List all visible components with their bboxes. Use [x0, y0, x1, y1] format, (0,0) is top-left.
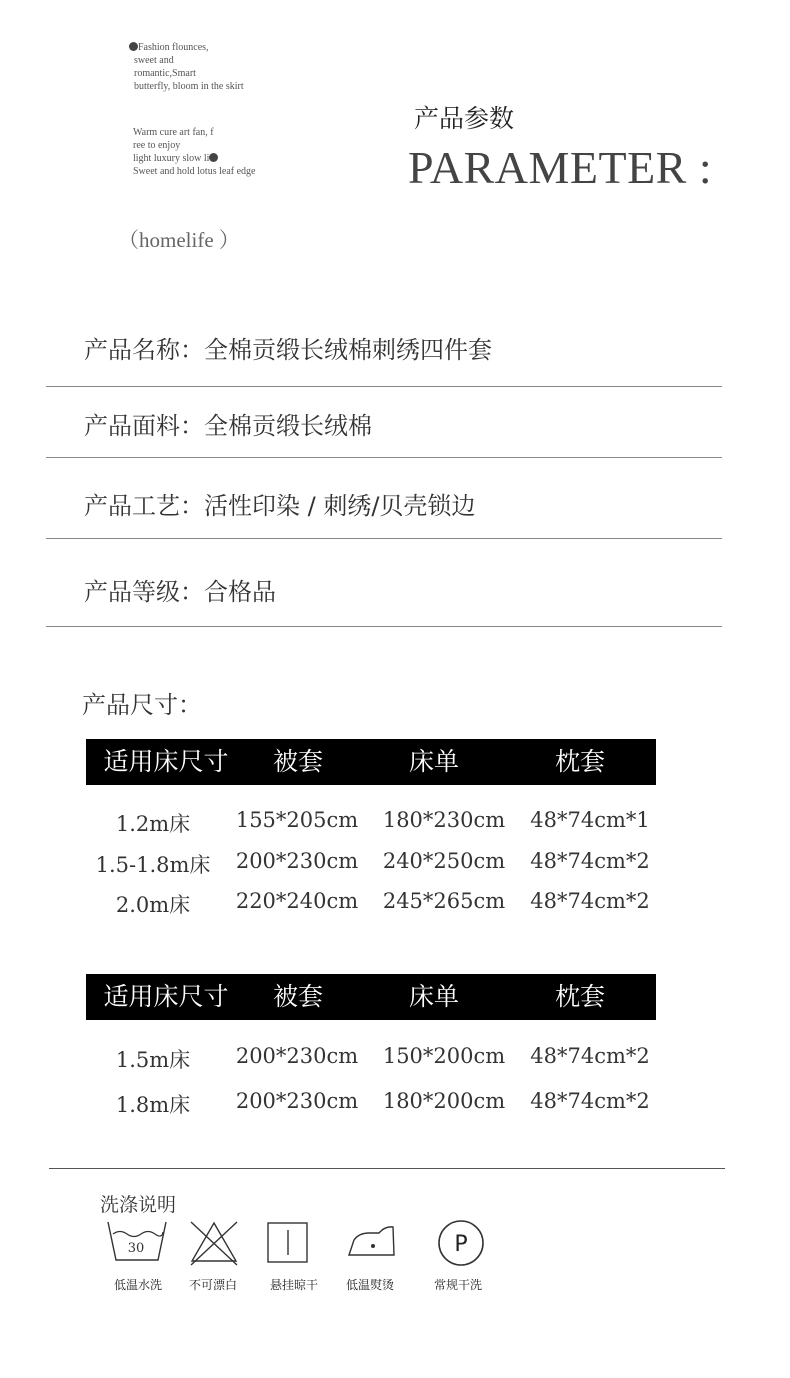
- spec-row-craft: [84, 486, 475, 521]
- care-label-no-bleach: 不可漂白: [188, 1278, 238, 1292]
- header-pillowcase: 枕套: [554, 747, 606, 776]
- header-duvet: 被套: [272, 747, 324, 776]
- table-cell: 48*74cm*1: [530, 808, 650, 832]
- spec-row-name: [84, 330, 492, 365]
- divider: [49, 1168, 725, 1169]
- blurb-bottom-line-1: Warm cure art fan, f: [133, 127, 214, 138]
- wash-temp-label: 30: [127, 1241, 145, 1256]
- table-cell: 200*230cm: [235, 849, 359, 873]
- care-title: 洗涤说明: [100, 1194, 177, 1216]
- divider: [46, 626, 722, 627]
- table-cell: 1.8m床: [115, 1093, 191, 1117]
- size-table-header-2: [86, 974, 656, 1020]
- header-sheet: 床单: [408, 982, 460, 1011]
- table-cell: 180*200cm: [382, 1089, 506, 1113]
- page-title-cn: 产品参数: [414, 104, 515, 133]
- header-sheet: 床单: [408, 747, 460, 776]
- page-title-en: PARAMETER :: [408, 142, 713, 193]
- size-table-header-1: [86, 739, 656, 785]
- spec-label: 产品等级：: [84, 578, 204, 606]
- care-label-hang-dry: 悬挂晾干: [269, 1278, 319, 1292]
- header-bed-size: 适用床尺寸: [103, 747, 229, 776]
- spec-value: 全棉贡缎长绒棉刺绣四件套: [204, 336, 492, 364]
- table-cell: 1.5-1.8m床: [95, 853, 211, 877]
- spec-label: 产品工艺：: [84, 492, 204, 520]
- table-cell: 220*240cm: [235, 889, 359, 913]
- divider: [46, 457, 722, 458]
- bullet-dot-icon: [129, 42, 138, 51]
- table-cell: 1.2m床: [115, 812, 191, 836]
- blurb-top-line-2: sweet and: [134, 55, 174, 66]
- spec-value: 合格品: [204, 578, 276, 606]
- bullet-dot-icon: [209, 153, 218, 162]
- blurb-top: [129, 41, 244, 93]
- header-duvet: 被套: [272, 982, 324, 1011]
- table-cell: 48*74cm*2: [530, 1089, 650, 1113]
- blurb-bottom: [133, 126, 255, 178]
- no-bleach-icon: [188, 1219, 240, 1267]
- low-iron-icon: [347, 1224, 397, 1258]
- table-cell: 200*230cm: [235, 1044, 359, 1068]
- spec-value: 活性印染 / 刺绣/贝壳锁边: [204, 492, 476, 520]
- table-cell: 48*74cm*2: [530, 849, 650, 873]
- table-cell: 48*74cm*2: [530, 889, 650, 913]
- table-cell: 200*230cm: [235, 1089, 359, 1113]
- blurb-top-line-3: romantic,Smart: [134, 68, 196, 79]
- table-cell: 150*200cm: [382, 1044, 506, 1068]
- table-cell: 240*250cm: [382, 849, 506, 873]
- dry-clean-p-icon: [437, 1219, 485, 1267]
- spec-row-grade: [84, 572, 276, 607]
- table-cell: 155*205cm: [235, 808, 359, 832]
- size-title: 产品尺寸：: [82, 691, 202, 719]
- care-label-low-iron: 低温熨烫: [345, 1278, 395, 1292]
- svg-text:P: P: [454, 1232, 468, 1257]
- table-cell: 180*230cm: [382, 808, 506, 832]
- wash-30-icon: [104, 1220, 170, 1264]
- divider: [46, 538, 722, 539]
- spec-label: 产品名称：: [84, 336, 204, 364]
- spec-value: 全棉贡缎长绒棉: [204, 412, 372, 440]
- blurb-bottom-line-4: Sweet and hold lotus leaf edge: [133, 166, 256, 177]
- table-cell: 2.0m床: [115, 893, 191, 917]
- header-pillowcase: 枕套: [554, 982, 606, 1011]
- divider: [46, 386, 722, 387]
- blurb-top-line-1: Fashion flounces,: [138, 42, 209, 53]
- blurb-bottom-line-2: ree to enjoy: [133, 140, 181, 151]
- spec-row-fabric: [84, 406, 372, 441]
- hang-dry-icon: [267, 1222, 309, 1264]
- brand-tag: （homelife ）: [118, 228, 240, 252]
- table-cell: 48*74cm*2: [530, 1044, 650, 1068]
- blurb-top-line-4: butterfly, bloom in the skirt: [134, 81, 244, 92]
- care-label-dry-clean: 常规干洗: [433, 1278, 483, 1292]
- blurb-bottom-line-3: light luxury slow li: [133, 153, 210, 164]
- header-bed-size: 适用床尺寸: [103, 982, 229, 1011]
- table-cell: 1.5m床: [115, 1048, 191, 1072]
- spec-label: 产品面料：: [84, 412, 204, 440]
- care-label-wash: 低温水洗: [113, 1278, 163, 1292]
- table-cell: 245*265cm: [382, 889, 506, 913]
